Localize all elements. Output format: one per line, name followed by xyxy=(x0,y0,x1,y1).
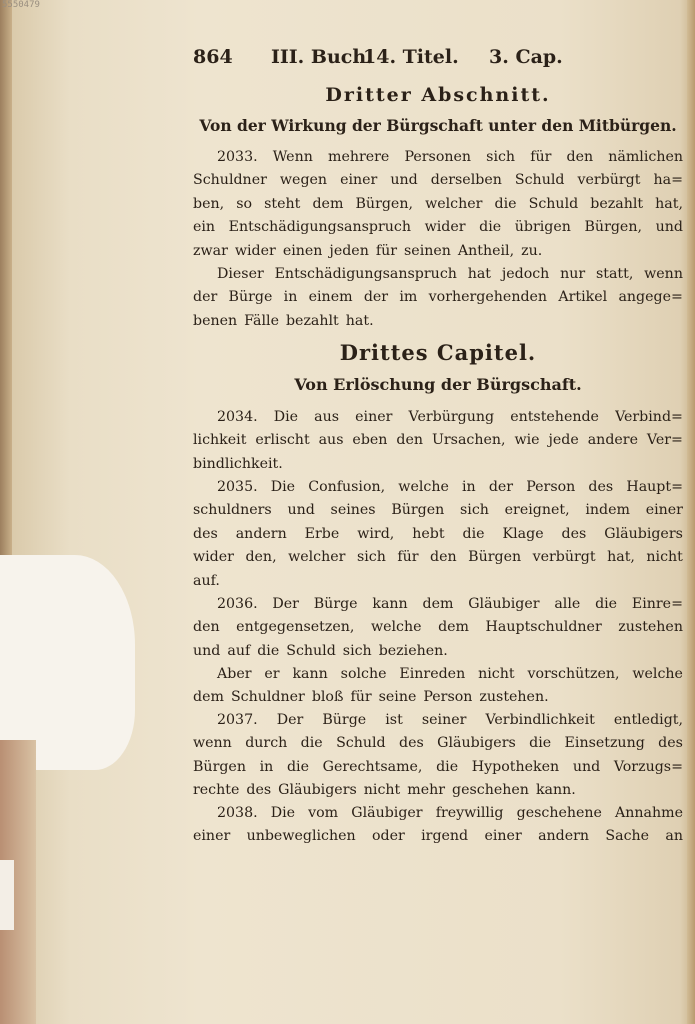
text-line: 2034. Die aus einer Verbürgung entstehende Verbind= xyxy=(217,409,683,425)
text-line: der Bürge in einem der im vorhergehenden Artikel angege= xyxy=(193,289,683,306)
text-line: 2038. Die vom Gläubiger freywillig geschehene Annahme xyxy=(217,805,683,821)
torn-page-notch xyxy=(0,860,14,930)
page-right-edge xyxy=(687,0,695,1024)
running-header xyxy=(193,46,573,70)
text-line: und auf die Schuld sich beziehen. xyxy=(193,642,448,659)
text-line: Schuldner wegen einer und derselben Schuld verbürgt ha= xyxy=(193,172,683,189)
paragraph-2033 xyxy=(193,146,683,263)
text-line: benen Fälle bezahlt hat. xyxy=(193,312,374,329)
chapter-heading: Drittes Capitel. xyxy=(339,340,537,365)
text-line: einer unbeweglichen oder irgend einer andern Sache an xyxy=(193,828,683,845)
paragraph-2036 xyxy=(193,593,683,663)
text-line: lichkeit erlischt aus eben den Ursachen, wie jede andere Ver= xyxy=(193,432,683,449)
paragraph-2035 xyxy=(193,476,683,593)
text-line: Bürgen in die Gerechtsame, die Hypotheken und Vorzugs= xyxy=(193,758,683,775)
page-number: 864 xyxy=(193,46,233,68)
header-book: III. Buch. xyxy=(271,46,373,68)
paragraph-2037 xyxy=(193,709,683,803)
paragraph-2034 xyxy=(193,406,683,476)
text-line: den entgegensetzen, welche dem Hauptschuldner zustehen xyxy=(193,619,683,636)
text-line: 2035. Die Confusion, welche in der Person des Haupt= xyxy=(217,479,683,495)
header-chapter: 3. Cap. xyxy=(489,46,563,68)
text-line: ben, so steht dem Bürgen, welcher die Schuld bezahlt hat, xyxy=(193,195,683,212)
text-line: dem Schuldner bloß für seine Person zustehen. xyxy=(193,689,549,706)
text-line: Aber er kann solche Einreden nicht vorschützen, welche xyxy=(217,666,683,682)
scan-id: 5550479 xyxy=(2,0,40,10)
paragraph-2036-continued xyxy=(193,663,683,710)
text-line: Dieser Entschädigungsanspruch hat jedoch nur statt, wenn xyxy=(217,266,683,282)
text-line: zwar wider einen jeden für seinen Antheil, zu. xyxy=(193,242,543,259)
text-line: auf. xyxy=(193,572,220,589)
text-line: bindlichkeit. xyxy=(193,455,283,472)
torn-page-area xyxy=(0,555,135,770)
text-line: wider den, welcher sich für den Bürgen verbürgt hat, nicht xyxy=(193,549,683,566)
text-line: ein Entschädigungsanspruch wider die übrigen Bürgen, und xyxy=(193,219,683,236)
chapter-subheading: Von Erlöschung der Bürgschaft. xyxy=(294,375,582,394)
text-line: wenn durch die Schuld des Gläubigers die Einsetzung des xyxy=(193,735,683,752)
text-line: schuldners und seines Bürgen sich ereignet, indem einer xyxy=(193,502,683,519)
text-line: 2036. Der Bürge kann dem Gläubiger alle die Einre= xyxy=(217,596,683,612)
paragraph-2033-continued xyxy=(193,263,683,333)
text-line: 2033. Wenn mehrere Personen sich für den nämlichen xyxy=(217,149,683,165)
section-heading: Dritter Abschnitt. xyxy=(325,84,551,106)
text-line: rechte des Gläubigers nicht mehr geschehen kann. xyxy=(193,782,576,799)
text-line: 2037. Der Bürge ist seiner Verbindlichkeit entledigt, xyxy=(217,712,683,728)
text-line: des andern Erbe wird, hebt die Klage des Gläubigers xyxy=(193,525,683,542)
header-title: 14. Titel. xyxy=(363,46,459,68)
section-subheading: Von der Wirkung der Bürgschaft unter den Mitbürgen. xyxy=(199,116,677,135)
paragraph-2038 xyxy=(193,802,683,849)
